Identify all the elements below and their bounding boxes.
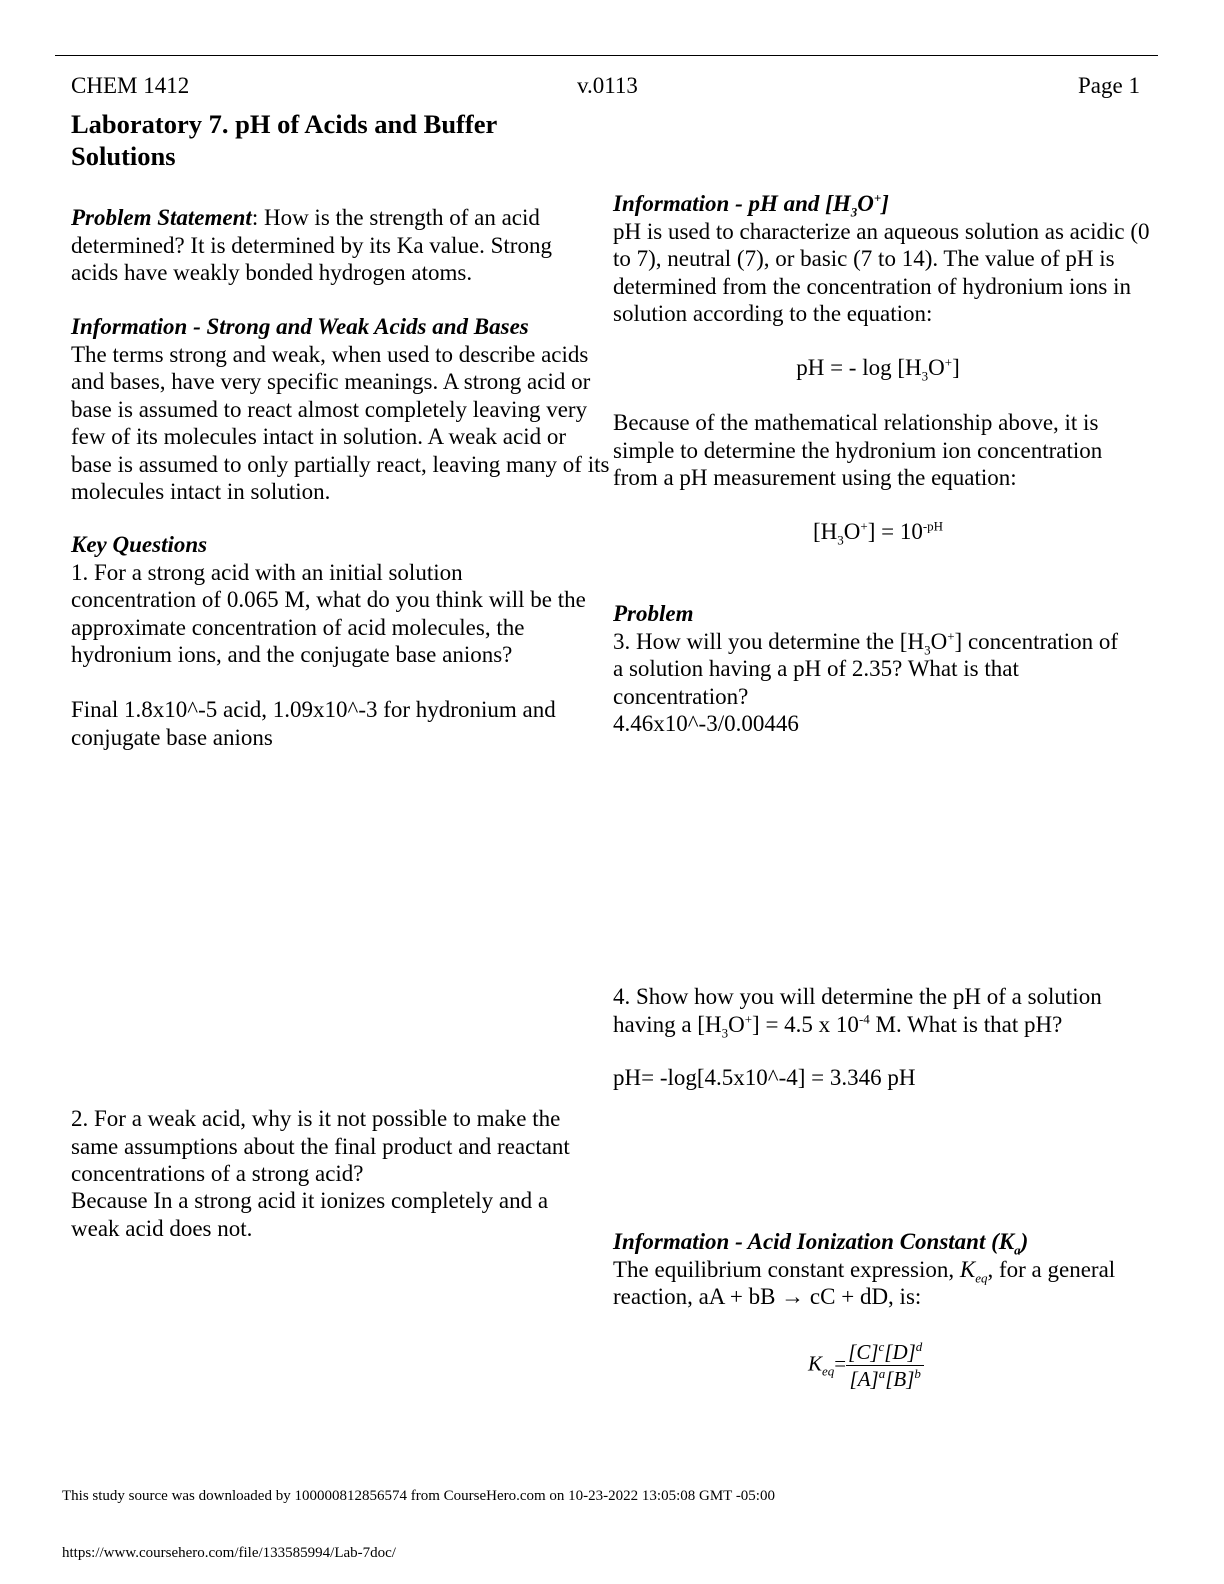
page-number: Page 1	[1078, 73, 1140, 98]
footer-url: https://www.coursehero.com/file/133585994/Lab-7doc/	[62, 1545, 396, 1561]
info-ka-section	[613, 1228, 1153, 1311]
info-ph-heading: Information - pH and $[H_3O^+]$	[613, 190, 889, 220]
keq-equation: $K_{eq}=$ $\frac{[C]^c[D]^d}{[A]^a[B]^b}$	[808, 1339, 923, 1391]
answer-2: Because In a strong acid it ionizes completely and a weak acid does not.	[71, 1188, 549, 1241]
answer-1: Final 1.8x10^-5 acid, 1.09x10^-3 for hydronium and conjugate base anions	[71, 697, 556, 750]
ph-equation: pH = - $\log [H_3O^+]$	[796, 354, 960, 384]
question-2: 2. For a weak acid, why is it not possible to make the same assumptions about the final product and reactant concentrations of a strong acid?	[71, 1106, 570, 1186]
key-questions-heading: Key Questions	[71, 532, 208, 557]
problem-heading: Problem	[613, 601, 694, 626]
info-ph-text: pH is used to characterize an aqueous solution as acidic (0 to 7), neutral (7), or basic (7 to 14). The value of pH is determined from the concentration of hydronium ions in solution according to the equation:	[613, 218, 1150, 326]
info-ph-section	[613, 190, 1173, 328]
keq-fraction: $\frac{[C]^c[D]^d}{[A]^a[B]^b}$	[848, 1339, 923, 1391]
version-label: v.0113	[577, 73, 638, 98]
info-ph-text-2: Because of the mathematical relationship above, it is simple to determine the hydronium ion concentration from a pH measurement using the equation:	[613, 410, 1103, 490]
problem-section	[613, 600, 1133, 738]
answer-4: pH= -log[4.5x10^-4] = 3.346 pH	[613, 1065, 916, 1090]
key-questions-section	[71, 531, 591, 669]
info-ka-heading: Information - Acid Ionization Constant $(K_a)$	[613, 1229, 1029, 1258]
hydronium-equation: $[H_3O^+] = 10^{-pH}$	[812, 518, 944, 548]
question-3: 3. How will you determine the $[H_3O^+]$ concentration of a solution having a pH of 2.35? What is that concentration?	[613, 627, 1119, 709]
problem-statement-label: Problem Statement	[71, 205, 252, 230]
info-strong-weak-text: The terms strong and weak, when used to describe acids and bases, have very specific meanings. A strong acid or base is assumed to react almost completely leaving very few of its molecules intact in solution. A weak acid or base is assumed to only partially react, leaving many of its molecules intact in solution.	[71, 341, 610, 504]
info-strong-weak-section	[71, 313, 611, 506]
course-code: CHEM 1412	[71, 73, 190, 98]
info-ka-text: The equilibrium constant expression, $K_{eq}$, for a general reaction, aA + bB → cC + dD, is:	[613, 1256, 1116, 1309]
footer-source-note: This study source was downloaded by 100000812856574 from CourseHero.com on 10-23-2022 13:05:08 GMT -05:00	[62, 1488, 775, 1504]
info-strong-weak-heading: Information - Strong and Weak Acids and Bases	[71, 314, 529, 339]
page-title: Laboratory 7. pH of Acids and Buffer Solutions	[71, 109, 497, 171]
answer-3: 4.46x10^-3/0.00446	[613, 711, 799, 736]
header-rule	[55, 55, 1158, 56]
problem-statement	[71, 204, 581, 287]
question-1: 1. For a strong acid with an initial solution concentration of 0.065 M, what do you think will be the approximate concentration of acid molecules, the hydronium ions, and the conjugate base anions?	[71, 559, 586, 667]
question-4: 4. Show how you will determine the pH of a solution having a $[H_3O^+] = 4.5$ x $10^{-4}$ M. What is that pH?	[613, 984, 1102, 1041]
problem-statement-text: : How is the strength of an acid determined? It is determined by its Ka value. Strong acids have weakly bonded hydrogen atoms.	[71, 205, 552, 285]
